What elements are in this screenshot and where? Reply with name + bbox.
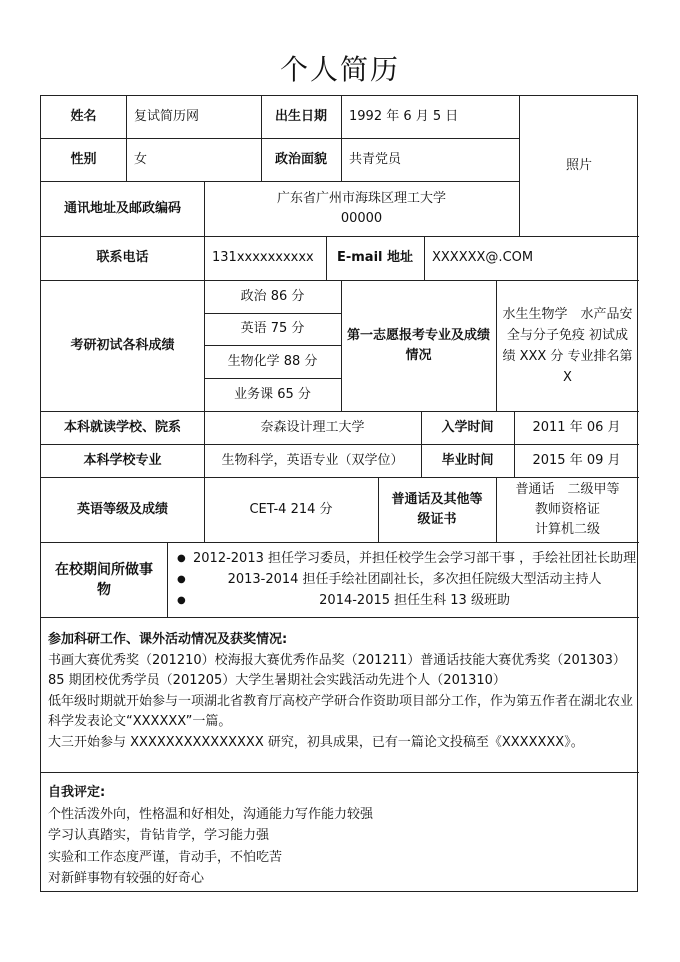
list-item: ● 2013-2014 担任手绘社团副社长，多次担任院级大型活动主持人 [177,569,636,590]
research-section [48,630,636,753]
score-english: 英语 75 分 [240,321,305,336]
photo-placeholder: 照片 [565,158,592,173]
major-value: 生物科学，英语专业（双学位） [221,452,404,468]
research-paragraph: 书画大赛优秀奖（201210）校海报大赛优秀作品奖（201211）普通话技能大赛优秀奖（201303） 85 期团校优秀学员（201205）大学生暑期社会实践活动先进个人（201310） [48,652,626,688]
list-item: ● 2012-2013 担任学习委员，并担任校学生会学习部干事 ，手绘社团社长助理 [177,548,636,569]
cert-item: 普通话 二级甲等 [515,481,620,497]
research-paragraph: 低年级时期就开始参与一项湖北省教育厅高校产学研合作资助项目部分工作，作为第五作者在湖北农业科学发表论文“XXXXXX”一篇。 [48,693,634,729]
choice-label: 第一志愿报考专业及成绩情况 [347,327,491,363]
exam-label: 考研初试各科成绩 [70,337,175,353]
research-heading: 参加科研工作、课外活动情况及获奖情况: [48,632,288,647]
gender-label: 性别 [70,151,97,167]
enroll-label: 入学时间 [441,419,494,435]
address-value [204,181,519,236]
english-value: CET-4 214 分 [249,501,333,517]
cert-item: 教师资格证 [534,501,600,517]
birth-label: 出生日期 [274,109,327,124]
school-value: 奈森设计理工大学 [260,419,365,435]
english-label: 英语等级及成绩 [76,501,168,517]
score-major: 业务课 65 分 [234,386,311,402]
address-line: 广东省广州市海珠区理工大学 [276,190,446,206]
address-label: 通讯地址及邮政编码 [63,200,181,216]
campus-label: 在校期间所做事物 [55,561,153,598]
cert-list [496,477,639,542]
school-label: 本科就读学校、院系 [63,419,181,435]
list-item: ● 2014-2015 担任生科 13 级班助 [177,590,636,611]
birth-value: 1992 年 6 月 5 日 [349,109,459,124]
self-eval-heading: 自我评定: [48,785,106,800]
self-eval-section [48,782,636,890]
politics-label: 政治面貌 [274,151,327,167]
resume-table [40,95,638,892]
rule [41,617,639,618]
research-paragraph: 大三开始参与 XXXXXXXXXXXXXXX 研究，初具成果，已有一篇论文投稿至《XXXXXXX》。 [48,734,584,750]
major-label: 本科学校专业 [83,452,162,468]
choice-value: 水生生物学 水产品安全与分子免疫 初试成绩 XXX 分 专业排名第 X [502,306,633,385]
email-value: XXXXXX@.COM [432,250,534,265]
score-biochem: 生物化学 88 分 [227,353,318,369]
self-eval-line: 学习认真踏实，肯钻肯学，学习能力强 [48,828,270,843]
phone-value: 131xxxxxxxxxx [212,250,314,265]
gender-value: 女 [134,151,148,167]
self-eval-line: 个性活泼外向，性格温和好相处，沟通能力写作能力较强 [48,806,374,822]
enroll-value: 2011 年 06 月 [532,419,621,435]
score-politics: 政治 86 分 [240,288,305,304]
name-label: 姓名 [70,109,97,124]
self-eval-line: 实验和工作态度严谨，肯动手，不怕吃苦 [48,849,283,865]
grad-value: 2015 年 09 月 [532,452,621,468]
self-eval-line: 对新鲜事物有较强的好奇心 [48,871,205,886]
politics-value: 共青党员 [349,151,402,167]
phone-label: 联系电话 [96,250,149,265]
grad-label: 毕业时间 [441,452,494,468]
name-value: 复试简历网 [134,109,200,124]
cert-label: 普通话及其他等级证书 [391,491,483,527]
page-title: 个人简历 [279,53,400,86]
email-label: E-mail 地址 [336,250,414,265]
cert-item: 计算机二级 [534,521,600,537]
postal-code: 00000 [340,210,383,226]
rule [41,772,639,773]
campus-list [167,542,639,617]
